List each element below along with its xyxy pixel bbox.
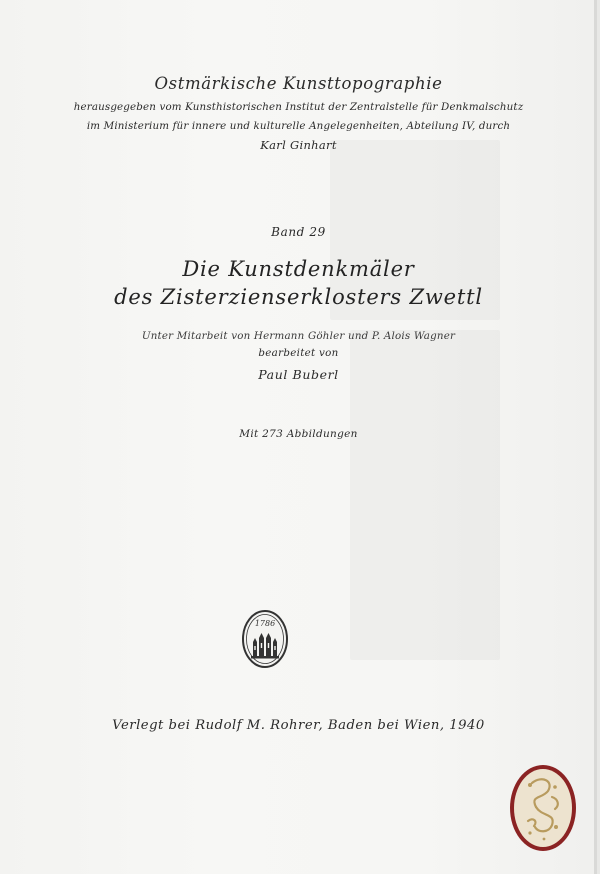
collaborators-line: Unter Mitarbeit von Hermann Göhler und P. Alois Wagner xyxy=(141,330,456,342)
publisher-emblem-icon xyxy=(240,608,290,670)
emblem-year: 1786 xyxy=(254,619,276,628)
volume-number: Band 29 xyxy=(271,225,326,239)
publisher-line-2: im Ministerium für innere und kulturelle Angelegenheiten, Abteilung IV, durch xyxy=(86,120,511,132)
publisher-line-1: herausgegeben vom Kunsthistorischen Institut der Zentralstelle für Denkmalschutz xyxy=(73,101,524,113)
series-title: Ostmärkische Kunsttopographie xyxy=(154,74,443,93)
series-editor: Karl Ginhart xyxy=(260,138,337,152)
edited-by-label: bearbeitet von xyxy=(258,347,339,359)
publisher-imprint: Verlegt bei Rudolf M. Rohrer, Baden bei Wien, 1940 xyxy=(112,718,485,733)
main-title-line-1: Die Kunstdenkmäler xyxy=(182,257,415,281)
page-edge xyxy=(594,0,597,874)
main-title-line-2: des Zisterzienserklosters Zwettl xyxy=(114,285,483,309)
bookplate-label-icon xyxy=(508,763,578,853)
illustrations-count: Mit 273 Abbildungen xyxy=(239,428,358,440)
author-name: Paul Buberl xyxy=(258,367,339,382)
